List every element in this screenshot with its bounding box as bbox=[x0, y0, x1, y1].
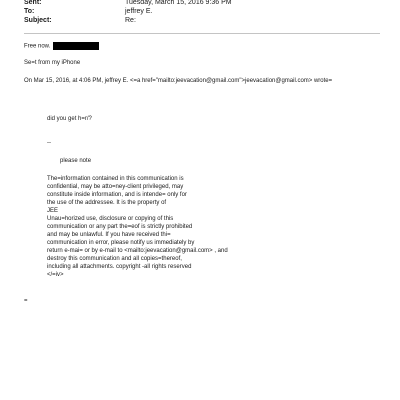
header-divider bbox=[24, 33, 380, 34]
notice-line: including all attachments. copyright -all rights reserved bbox=[47, 264, 192, 270]
notice-line: confidential, may be atto=ney-client privileged, may bbox=[47, 184, 184, 190]
confidentiality-notice bbox=[47, 175, 228, 279]
notice-line: destroy this communication and all copies=thereof, bbox=[47, 256, 182, 262]
notice-line: return e-mai= or by e-mail to <mailto:jeevacation@gmail.com> , and bbox=[47, 248, 228, 254]
notice-line: </=iv> bbox=[47, 272, 64, 278]
free-now-line bbox=[24, 42, 99, 51]
please-note-line: please note bbox=[60, 158, 92, 164]
redaction-box bbox=[53, 42, 99, 50]
notice-line: JEE bbox=[47, 208, 59, 214]
to-label: To: bbox=[24, 8, 35, 15]
to-value: jeffrey E. bbox=[125, 8, 153, 15]
notice-line: constitute inside information, and is intende= only for bbox=[47, 192, 187, 198]
free-now-text: Free now. bbox=[24, 43, 51, 50]
quote-intro-line: On Mar 15, 2016, at 4:06 PM, jeffrey E. <=a href="mailto:jeevacation@gmail.com">jeevacation@gmail.com> wrote= bbox=[24, 78, 333, 84]
question-line: did you get h=r/? bbox=[47, 116, 92, 122]
email-header bbox=[24, 0, 384, 30]
subject-value: Re: bbox=[125, 17, 136, 24]
notice-line: communication in error, please notify us immediately by bbox=[47, 240, 195, 246]
notice-line: and may be unlawful. If you have received thi= bbox=[47, 232, 171, 238]
notice-line: The=information contained in this communication is bbox=[47, 176, 184, 182]
separator-line: -- bbox=[47, 140, 51, 146]
end-marker: = bbox=[24, 298, 28, 304]
sent-value: Tuesday, March 15, 2016 9:36 PM bbox=[125, 0, 232, 6]
subject-label: Subject: bbox=[24, 17, 52, 24]
signature-line: Se=t from my iPhone bbox=[24, 60, 81, 66]
notice-line: Unau=horized use, disclosure or copying of this bbox=[47, 216, 174, 222]
notice-line: communication or any part the=eof is strictly prohibited bbox=[47, 224, 193, 230]
notice-line: the use of the addressee. It is the property of bbox=[47, 200, 167, 206]
sent-label: Sent: bbox=[24, 0, 42, 6]
